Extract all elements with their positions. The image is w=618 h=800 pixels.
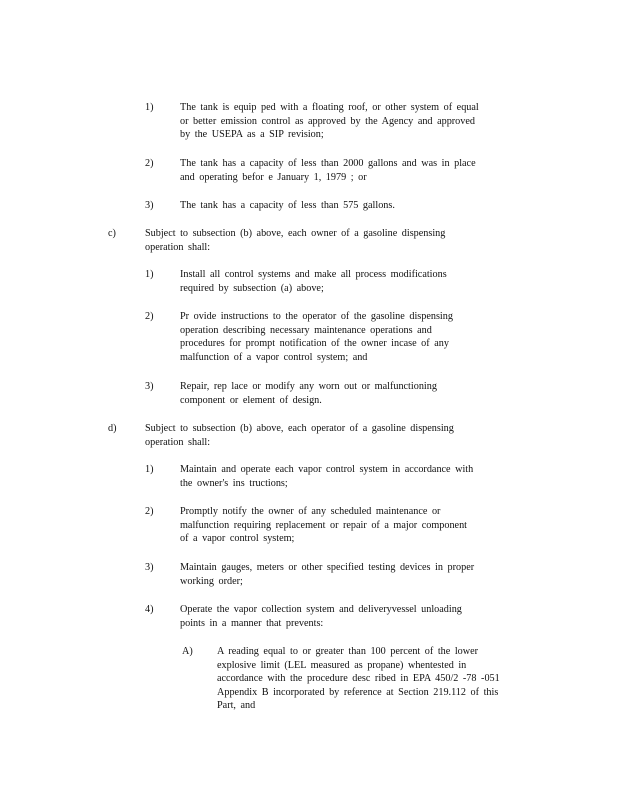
item-text: Promptly notify the owner of any scheduled maintenance or malfunction requiring replacement or repair of a major component of a vapor control system;	[180, 506, 467, 545]
item-number: 1)	[145, 464, 154, 475]
item-number: 2)	[145, 158, 154, 169]
item-text: The tank has a capacity of less than 575 gallons.	[180, 200, 395, 211]
item-text: The tank is equip ped with a floating roof, or other system of equal or better emission control as approved by the Agency and approved by the USEPA as a SIP revision;	[180, 102, 479, 141]
item-number: 2)	[145, 311, 154, 322]
subsection-label: d)	[108, 423, 117, 434]
item-number: 2)	[145, 506, 154, 517]
item-text: Install all control systems and make all process modifications required by subsection (a) above;	[180, 269, 447, 294]
item-text: Repair, rep lace or modify any worn out or malfunctioning component or element of design.	[180, 381, 437, 406]
item-text: Operate the vapor collection system and deliveryvessel unloading points in a manner that prevents:	[180, 604, 462, 629]
subsection-text: Subject to subsection (b) above, each owner of a gasoline dispensing operation shall:	[145, 228, 446, 253]
item-text: Maintain and operate each vapor control system in accordance with the owner's ins tructions;	[180, 464, 474, 489]
item-text: Maintain gauges, meters or other specified testing devices in proper working order;	[180, 562, 475, 587]
item-number: A)	[182, 646, 193, 657]
item-number: 3)	[145, 200, 154, 211]
item-text: The tank has a capacity of less than 2000 gallons and was in place and operating befor e January 1, 1979 ; or	[180, 158, 476, 183]
subsection-label: c)	[108, 228, 116, 239]
subsection-text: Subject to subsection (b) above, each operator of a gasoline dispensing operation shall:	[145, 423, 454, 448]
item-number: 1)	[145, 269, 154, 280]
item-text: A reading equal to or greater than 100 percent of the lower explosive limit (LEL measured as propane) whentested in accordance with the procedure desc ribed in EPA 450/2 -78 -051 Appendix B incorporated by reference at Section 219.112 of this Part, and	[217, 646, 500, 712]
item-number: 1)	[145, 102, 154, 113]
item-number: 3)	[145, 562, 154, 573]
item-number: 4)	[145, 604, 154, 615]
item-number: 3)	[145, 381, 154, 392]
item-text: Pr ovide instructions to the operator of the gasoline dispensing operation describing necessary maintenance operations and procedures for prompt notification of the owner incase of any malfunction of a vapor control system; and	[180, 311, 453, 363]
